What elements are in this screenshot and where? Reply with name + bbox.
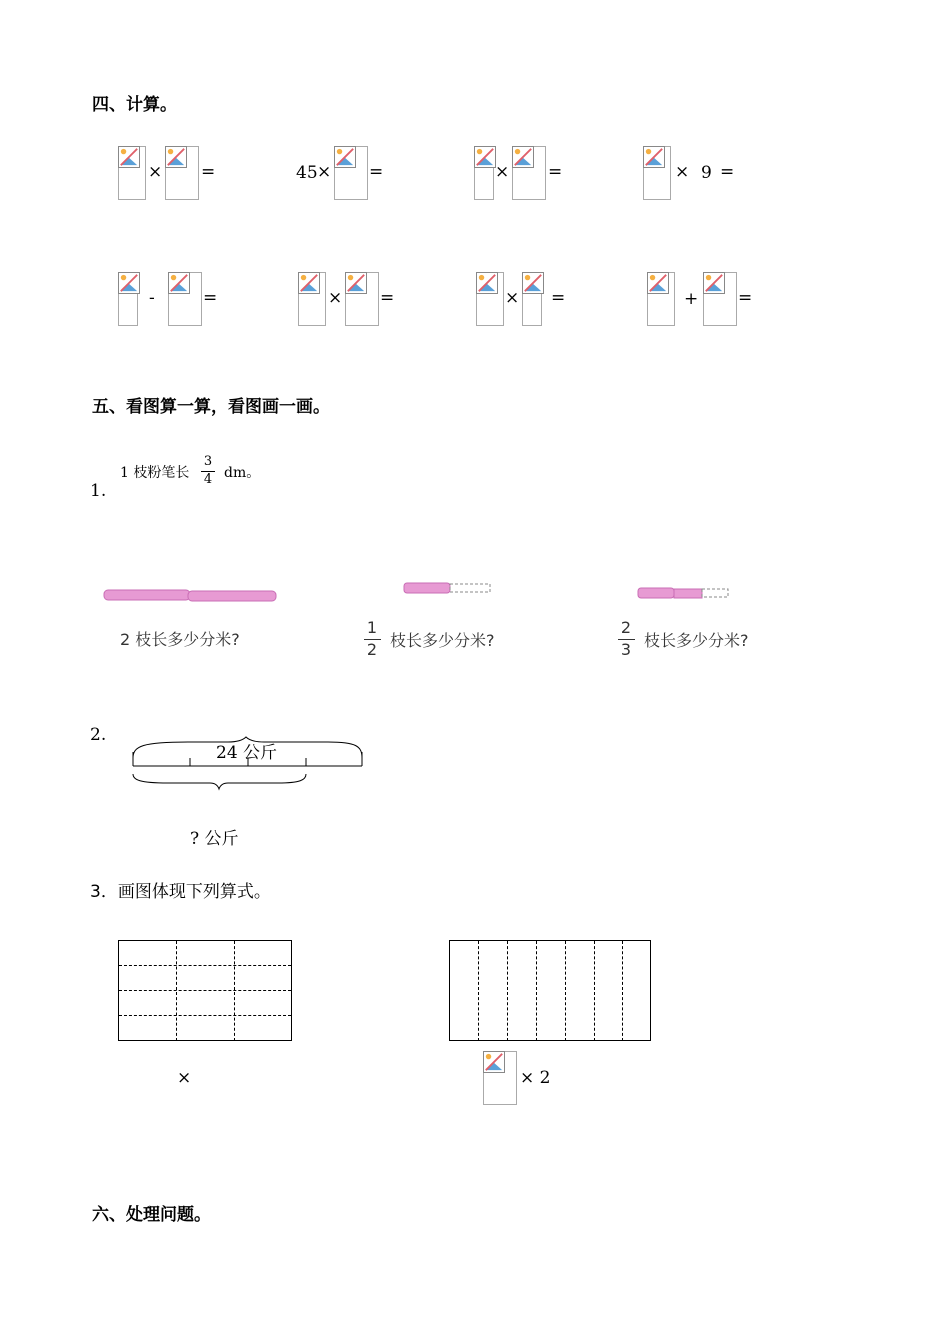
two-chalks <box>104 590 276 601</box>
question-number: 2. <box>90 725 107 745</box>
image-placeholder <box>643 146 671 200</box>
dashed-line <box>565 941 566 1041</box>
broken-image-icon <box>474 146 496 168</box>
broken-image-icon <box>512 146 534 168</box>
question-number: 1. <box>90 481 107 501</box>
broken-image-icon <box>165 146 187 168</box>
dashed-line <box>478 941 479 1041</box>
image-placeholder <box>298 272 326 326</box>
dashed-line <box>536 941 537 1041</box>
fraction-denominator: 3 <box>620 640 632 659</box>
broken-image-icon <box>476 272 498 294</box>
image-placeholder <box>476 272 504 326</box>
dashed-line <box>594 941 595 1041</box>
dashed-line <box>234 941 235 1041</box>
fraction-numerator: 3 <box>203 454 213 469</box>
broken-image-icon <box>703 272 725 294</box>
premise-text: 1 枝粉笔长 <box>120 465 190 481</box>
question-b-text: 枝长多少分米? <box>390 631 495 650</box>
equals-sign: = <box>380 288 395 308</box>
brace-bottom-label: ? 公斤 <box>190 829 239 849</box>
question-3-label: 3．画图体现下列算式。 <box>90 882 271 902</box>
image-placeholder <box>647 272 675 326</box>
times-sign: × <box>328 288 343 308</box>
image-placeholder <box>165 146 199 200</box>
fraction-denominator: 2 <box>366 640 378 659</box>
times-sign: × <box>317 162 332 182</box>
broken-image-icon <box>298 272 320 294</box>
image-placeholder <box>512 146 546 200</box>
times-sign: × <box>495 162 510 182</box>
chalk-illustrations <box>100 578 780 608</box>
times-sign: × <box>177 1068 192 1088</box>
equals-sign: = <box>369 162 384 182</box>
question-a: 2 枝长多少分米? <box>120 630 240 649</box>
dashed-line <box>119 990 291 991</box>
broken-image-icon <box>522 272 544 294</box>
section-5-heading: 五、看图算一算，看图画一画。 <box>92 397 330 417</box>
section-4-heading: 四、计算。 <box>92 95 177 115</box>
broken-image-icon <box>118 272 140 294</box>
question-c-text: 枝长多少分米? <box>644 631 749 650</box>
image-placeholder <box>118 146 146 200</box>
section-6-heading: 六、处理问题。 <box>92 1205 211 1225</box>
dashed-line <box>507 941 508 1041</box>
fraction-numerator: 1 <box>366 618 378 637</box>
equals-sign: = <box>720 162 735 182</box>
broken-image-icon <box>643 146 665 168</box>
image-placeholder <box>474 146 494 200</box>
times-two: × 2 <box>520 1068 551 1088</box>
two-thirds-chalk <box>638 588 728 598</box>
equals-sign: = <box>738 288 753 308</box>
image-placeholder <box>118 272 138 326</box>
broken-image-icon <box>647 272 669 294</box>
dashed-line <box>622 941 623 1041</box>
number-45: 45 <box>296 163 318 183</box>
fraction-denominator: 4 <box>203 472 213 487</box>
broken-image-icon <box>118 146 140 168</box>
equals-sign: = <box>551 288 566 308</box>
equals-sign: = <box>548 162 563 182</box>
question-b <box>364 618 534 662</box>
image-placeholder <box>522 272 542 326</box>
minus-sign: - <box>149 288 155 308</box>
question-c <box>618 618 788 662</box>
equals-sign: = <box>203 288 218 308</box>
times-sign: × <box>675 162 690 182</box>
image-placeholder <box>703 272 737 326</box>
equals-sign: = <box>201 162 216 182</box>
dashed-line <box>176 941 177 1041</box>
grid-rectangle-left <box>118 940 292 1041</box>
dashed-line <box>119 1015 291 1016</box>
half-chalk <box>404 583 490 593</box>
broken-image-icon <box>483 1051 505 1073</box>
image-placeholder <box>345 272 379 326</box>
premise-unit: dm。 <box>224 465 261 481</box>
image-placeholder <box>483 1051 517 1105</box>
broken-image-icon <box>345 272 367 294</box>
image-placeholder <box>334 146 368 200</box>
broken-image-icon <box>334 146 356 168</box>
fraction-numerator: 2 <box>620 618 632 637</box>
image-placeholder <box>168 272 202 326</box>
broken-image-icon <box>168 272 190 294</box>
brace-top-label: 24 公斤 <box>216 743 278 763</box>
times-sign: × <box>505 288 520 308</box>
plus-sign: + <box>684 289 699 309</box>
times-sign: × <box>148 162 163 182</box>
grid-rectangle-right <box>449 940 651 1041</box>
number-9: 9 <box>701 163 712 183</box>
dashed-line <box>119 965 291 966</box>
